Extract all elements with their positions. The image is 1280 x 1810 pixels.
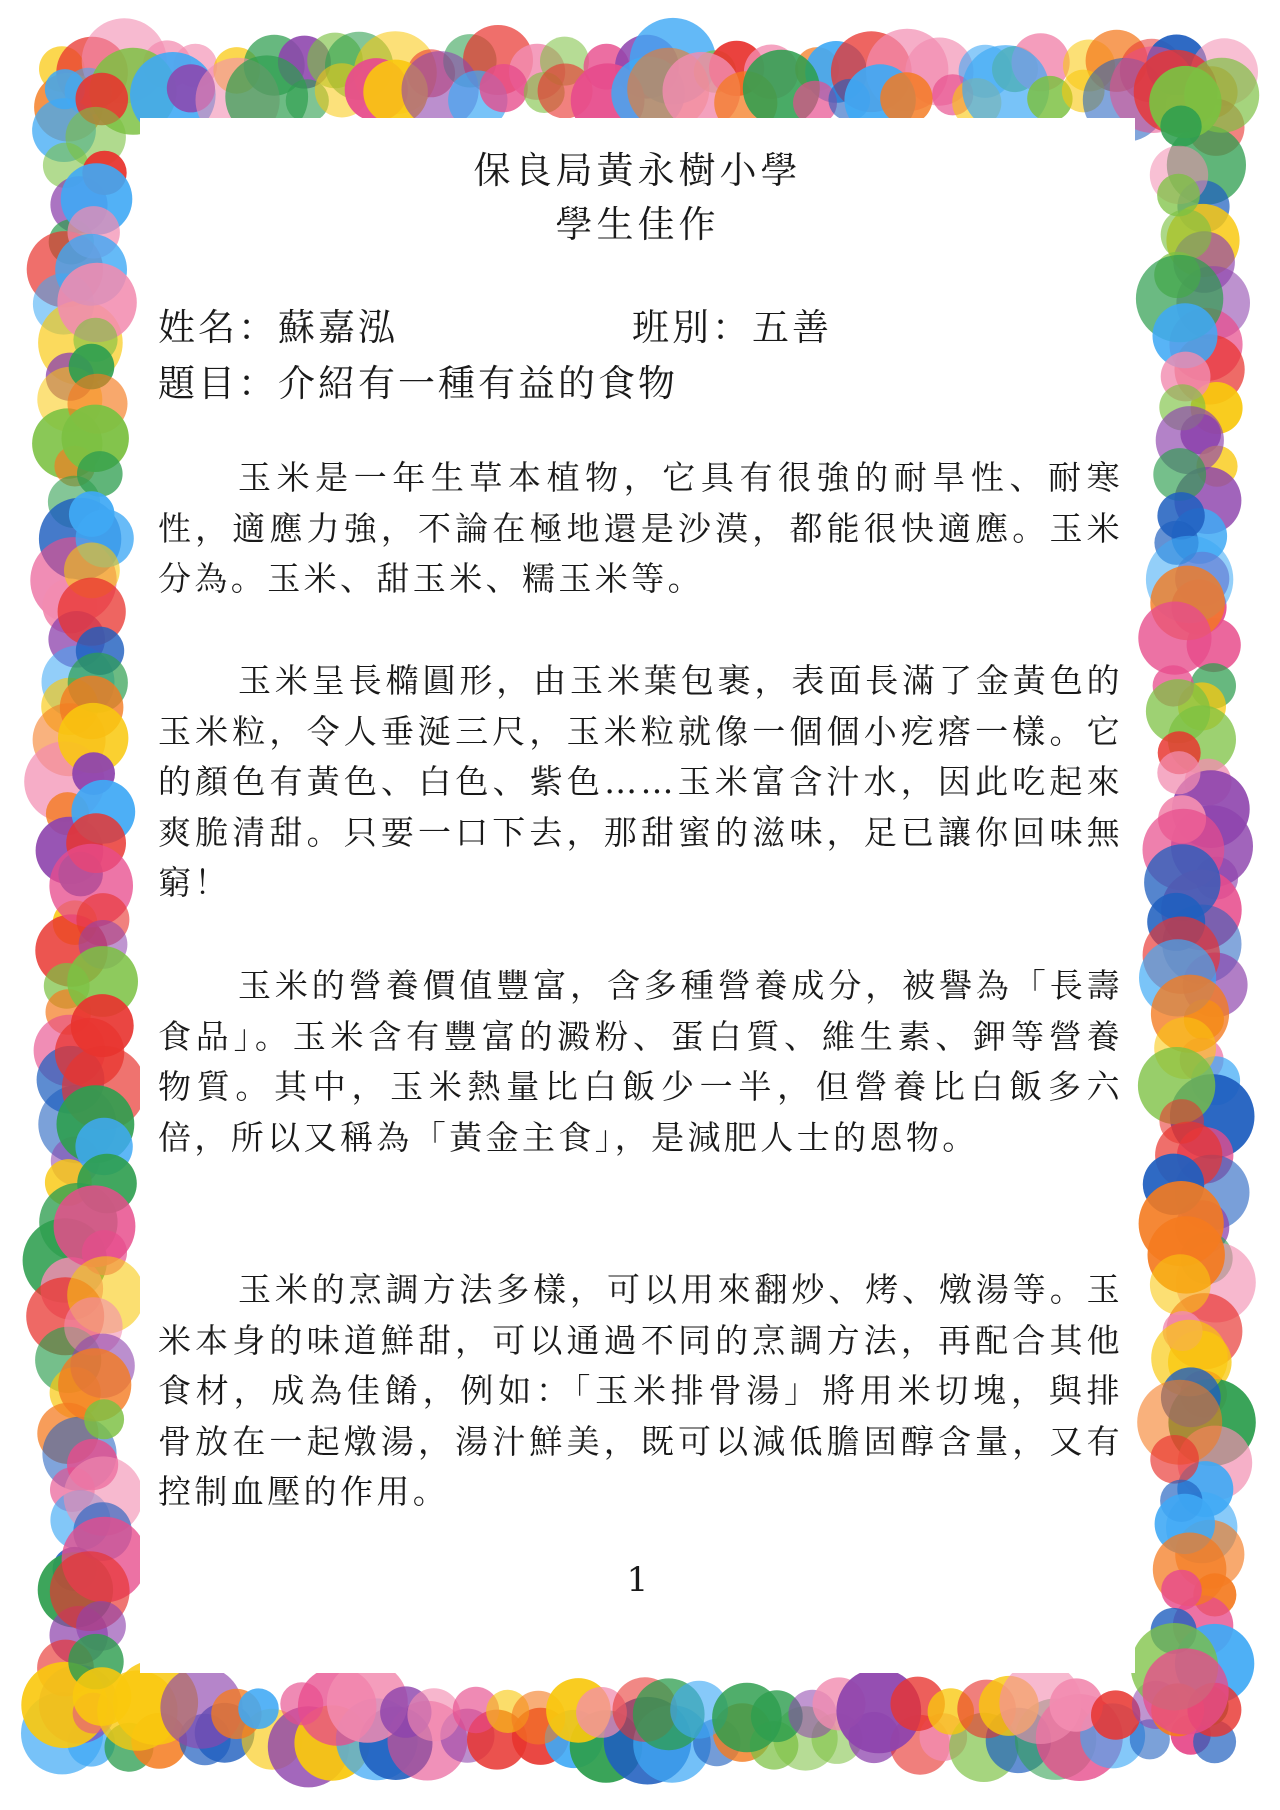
essay-paragraph: 玉米呈長橢圓形，由玉米葉包裹，表面長滿了金黃色的玉米粒，令人垂涎三尺，玉米粒就像一個個小疙瘩一樣。它的顏色有黃色、白色、紫色……玉米富含汁水，因此吃起來爽脆清甜。只要一口下去，那甜蜜的滋味，足已讓你回味無窮！ bbox=[158, 661, 1123, 902]
student-name-line bbox=[158, 297, 398, 351]
student-name: 蘇嘉泓 bbox=[278, 306, 398, 349]
topic-line bbox=[158, 353, 678, 407]
confetti-dot bbox=[1157, 751, 1200, 794]
confetti-dot bbox=[238, 1688, 279, 1729]
confetti-dot bbox=[880, 72, 932, 124]
class-line bbox=[632, 297, 832, 351]
confetti-dot bbox=[73, 1667, 132, 1726]
topic-value: 介紹有一種有益的食物 bbox=[278, 362, 678, 405]
essay-paragraph: 玉米是一年生草本植物，它具有很強的耐旱性、耐寒性，適應力強，不論在極地還是沙漠，都能很快適應。玉米分為。玉米、甜玉米、糯玉米等。 bbox=[158, 458, 1123, 598]
confetti-dot bbox=[1150, 1254, 1211, 1315]
name-label: 姓名： bbox=[158, 306, 278, 349]
confetti-dot bbox=[407, 1688, 460, 1741]
confetti-dot bbox=[1150, 1435, 1199, 1484]
essay-paragraph: 玉米的營養價值豐富，含多種營養成分，被譽為「長壽食品」。玉米含有豐富的澱粉、蛋白質、維生素、鉀等營養物質。其中，玉米熱量比白飯少一半，但營養比白飯多六倍，所以又稱為「黃金主食」，是減肥人士的恩物。 bbox=[158, 966, 1123, 1157]
class-label: 班別： bbox=[632, 306, 752, 349]
page-number: 1 bbox=[626, 1560, 649, 1600]
confetti-dot bbox=[1161, 1570, 1202, 1611]
confetti-dot bbox=[1138, 602, 1211, 675]
document-title: 學生佳作 bbox=[555, 203, 720, 246]
confetti-dot bbox=[84, 1399, 124, 1439]
confetti-dot bbox=[77, 451, 123, 497]
class-value: 五善 bbox=[752, 306, 832, 349]
topic-label: 題目： bbox=[158, 362, 278, 405]
confetti-dot bbox=[1160, 106, 1201, 147]
school-name: 保良局黃永樹小學 bbox=[473, 149, 802, 192]
essay-sheet bbox=[140, 118, 1135, 1673]
confetti-dot bbox=[1143, 1648, 1229, 1734]
confetti-dot bbox=[480, 64, 528, 112]
confetti-dot bbox=[1161, 209, 1212, 260]
essay-paragraph: 玉米的烹調方法多樣，可以用來翻炒、烤、燉湯等。玉米本身的味道鮮甜，可以通過不同的烹調方法，再配合其他食材，成為佳餚，例如：「玉米排骨湯」將用米切塊，與排骨放在一起燉湯，湯汁鮮美，既可以減低膽固醇含量，又有控制血壓的作用。 bbox=[158, 1270, 1123, 1511]
confetti-dot bbox=[1157, 174, 1200, 217]
